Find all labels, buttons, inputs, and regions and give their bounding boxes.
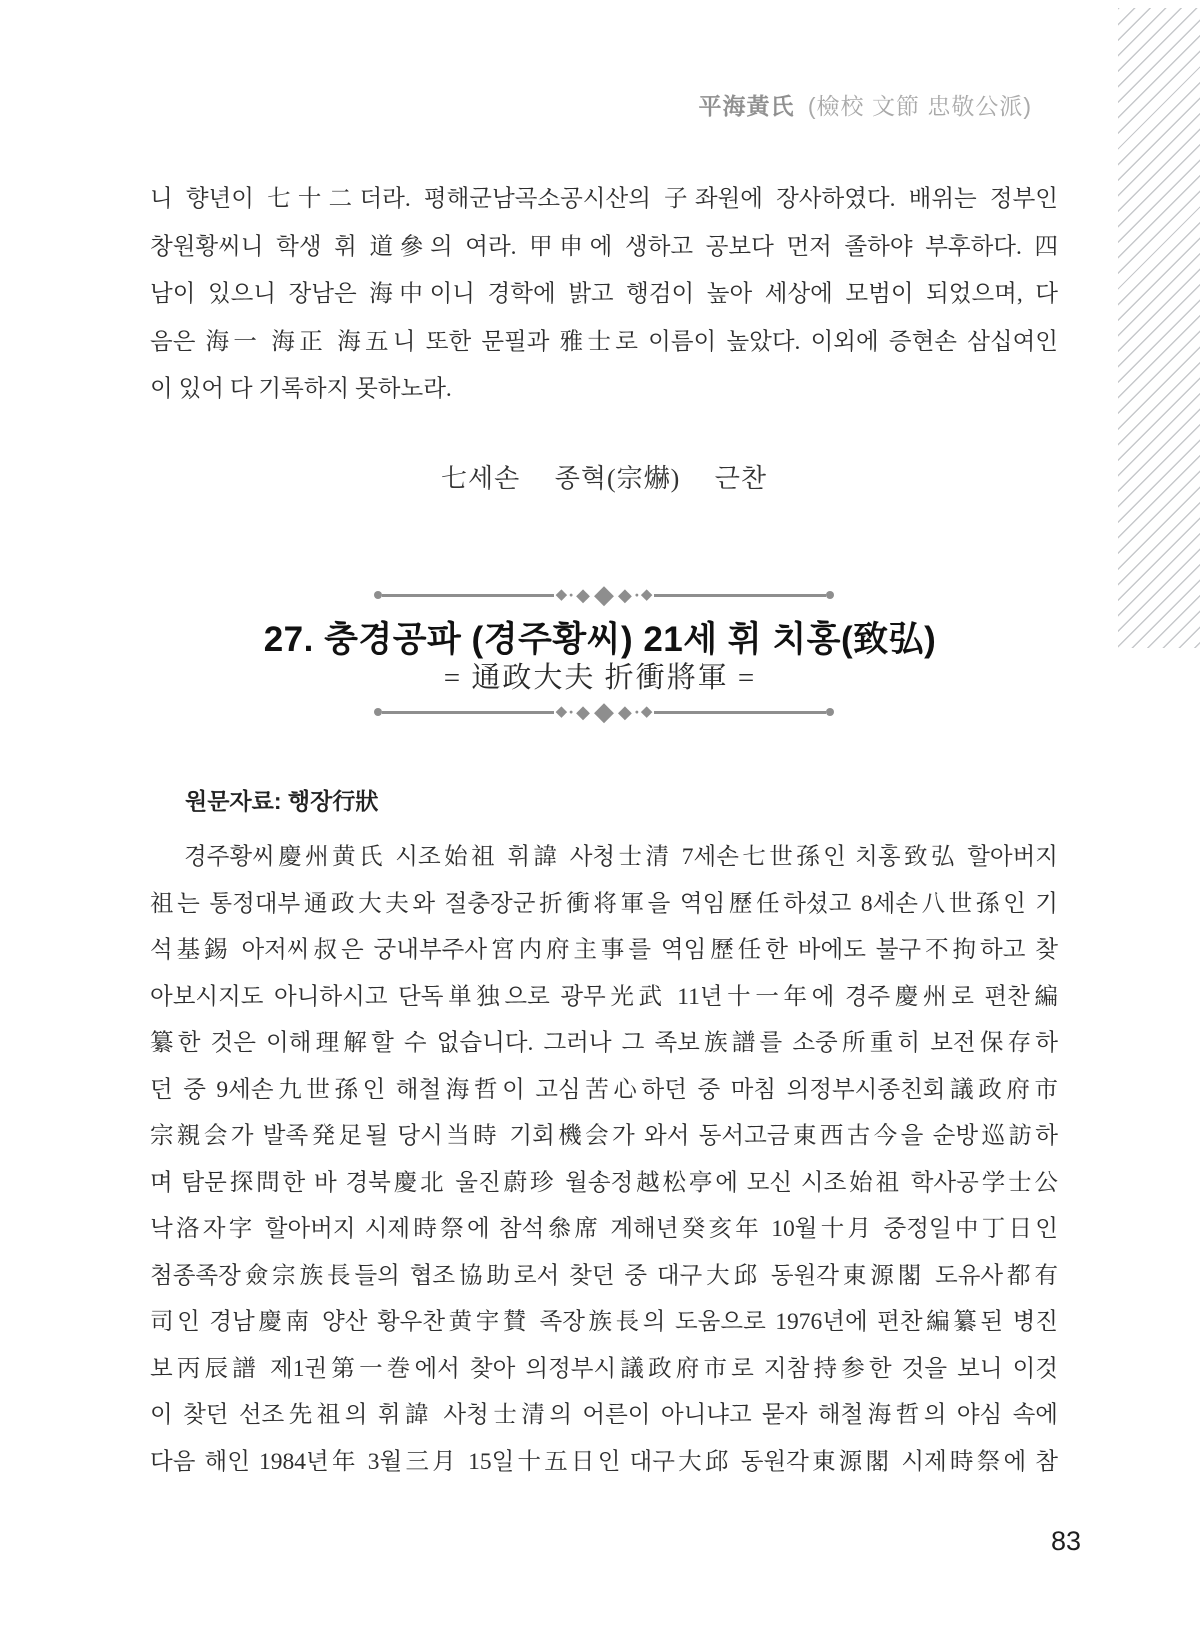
dot-icon: · [633, 585, 640, 605]
text-line: 석基錫 아저씨叔은 궁내부주사宮内府主事를 역임歷任한 바에도 불구不拘하고 찾 [150, 937, 1058, 963]
source-label: 원문자료: 행장行狀 [185, 788, 379, 814]
diamond-icon: ◆ [618, 702, 632, 722]
text-line: 이 찾던 선조先祖의 휘諱 사청士清의 어른이 아니냐고 묻자 해철海哲의 야심 속에 [150, 1402, 1058, 1428]
divider-rule [654, 594, 826, 597]
divider-ornament [554, 582, 655, 608]
text-line: 니 향년이 七十二더라. 평해군남곡소공시산의 子좌원에 장사하였다. 배위는 정부인 [150, 186, 1058, 212]
text-line: 낙洛자字 할아버지 시제時祭에 참석叅席 계해년癸亥年 10월十月 중정일中丁日인 [150, 1216, 1058, 1242]
body-paragraph [150, 834, 1058, 1485]
running-header [699, 88, 1033, 121]
diamond-icon: ◆ [555, 586, 568, 603]
text-line: 경주황씨慶州黄氏 시조始祖 휘諱 사청士清 7세손七世孫인 치홍致弘 할아버지 [184, 844, 1058, 870]
diamond-icon: ◆ [594, 697, 614, 726]
clan-name: 平海黃氏 [698, 93, 795, 119]
diamond-icon: ◆ [594, 580, 614, 609]
section-subtitle: = 通政大夫 折衝將軍 = [443, 662, 757, 694]
section-divider-bottom [150, 697, 1058, 726]
divider-endpoint-dot [374, 591, 382, 599]
divider-rule [382, 594, 554, 597]
text-line: 司인 경남慶南 양산 황우찬黄宇賛 족장族長의 도움으로 1976년에 편찬編纂된 병진 [150, 1309, 1058, 1335]
diamond-icon: ◆ [576, 585, 590, 605]
intro-paragraph [150, 176, 1058, 414]
diamond-icon: ◆ [640, 703, 653, 720]
dot-icon: · [633, 702, 640, 722]
text-line: 宗親会가 발족発足될 당시当時 기회機会가 와서 동서고금東西古今을 순방巡訪하 [150, 1123, 1058, 1149]
text-line: 祖는 통정대부通政大夫와 절충장군折衝将軍을 역임歷任하셨고 8세손八世孫인 기 [150, 890, 1058, 917]
text-line: 아보시지도 아니하시고 단독単独으로 광무光武 11년十一年에 경주慶州로 편찬編 [150, 983, 1058, 1010]
section-title: 27. 충경공파 (경주황씨) 21세 휘 치홍(致弘) [263, 620, 937, 659]
dot-icon: · [568, 702, 575, 722]
text-line: 이 있어 다 기록하지 못하노라. [150, 376, 452, 402]
diamond-icon: ◆ [555, 703, 568, 720]
text-line: 纂한 것은 이해理解할 수 없습니다. 그러나 그 족보族譜를 소중所重히 보전保存하 [150, 1030, 1058, 1056]
divider-line [374, 699, 834, 725]
divider-endpoint-dot [826, 591, 834, 599]
page-number: 83 [1050, 1526, 1082, 1556]
branch-name: (檢校 文節 忠敬公派) [807, 93, 1032, 119]
divider-line [374, 582, 834, 608]
text-line: 다음 해인 1984년年 3월三月 15일十五日인 대구大邱 동원각東源閣 시제時祭에 참 [150, 1448, 1058, 1475]
diamond-icon: ◆ [640, 586, 653, 603]
diamond-icon: ◆ [576, 702, 590, 722]
dot-icon: · [568, 585, 575, 605]
divider-rule [654, 711, 826, 714]
divider-ornament [554, 699, 655, 725]
text-line: 던 중 9세손九世孫인 해철海哲이 고심苦心하던 중 마침 의정부시종친회議政府市 [150, 1076, 1058, 1103]
text-line: 음은 海一 海正 海五니 또한 문필과 雅士로 이름이 높았다. 이외에 증현손 삼십여인 [150, 328, 1058, 355]
corner-stripes-decoration [1118, 8, 1200, 648]
diamond-icon: ◆ [618, 585, 632, 605]
attribution-line: 七세손 종혁(宗爀) 근찬 [440, 464, 767, 493]
text-line: 남이 있으니 장남은 海中이니 경학에 밝고 행검이 높아 세상에 모범이 되었으며, 다 [150, 281, 1058, 307]
text-line: 보丙辰譜 제1권第一巻에서 찾아 의정부시議政府市로 지참持参한 것을 보니 이것 [150, 1355, 1058, 1382]
divider-endpoint-dot [826, 708, 834, 716]
text-line: 창원황씨니 학생 휘 道參의 여라. 甲申에 생하고 공보다 먼저 졸하야 부후하다. 四 [150, 233, 1058, 260]
section-divider-top [150, 580, 1058, 609]
divider-endpoint-dot [374, 708, 382, 716]
text-line: 첨종족장僉宗族長들의 협조協助로서 찾던 중 대구大邱 동원각東源閣 도유사都有 [150, 1262, 1058, 1289]
text-line: 며 탐문探問한 바 경북慶北 울진蔚珍 월송정越松亭에 모신 시조始祖 학사공学士公 [150, 1169, 1058, 1196]
divider-rule [382, 711, 554, 714]
